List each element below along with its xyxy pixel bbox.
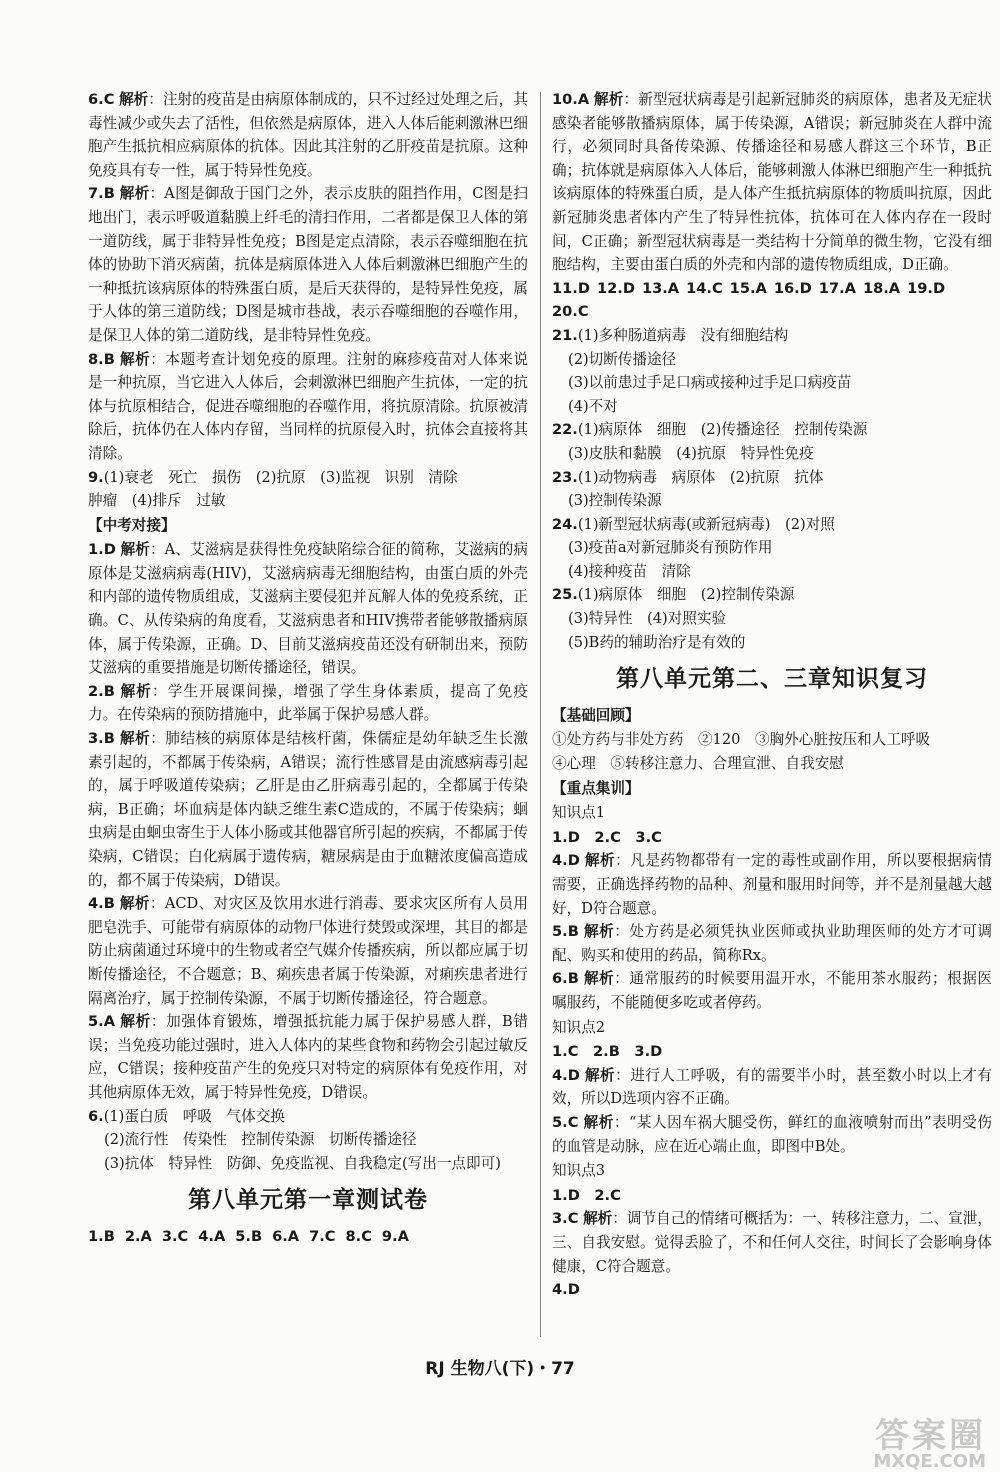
watermark-text: 答案圈 xyxy=(875,1416,986,1456)
answer-item: 6.(1)蛋白质 呼吸 气体交换 (2)流行性 传染性 控制传染源 切断传播途径 (3)抗体 特异性 防御、免疫监视、自我稳定(写出一点即可) xyxy=(88,1107,501,1172)
answer-item: 5.A 解析：加强体育锻炼，增强抵抗能力属于保护易感人群，B错误；当免疫功能过强时，进入人体内的某些食物和药物会引起过敏反应，C错误；接种疫苗产生的免疫只对特定的病原体有免疫作用，对其他病原体无效，属于特异性免疫，D错误。 xyxy=(88,1013,528,1101)
answer-row: 1.D 2.C 3.C xyxy=(552,828,662,846)
section-title: 第八单元第二、三章知识复习 xyxy=(616,666,928,693)
answer-choice: 7.C xyxy=(309,1227,336,1245)
answer-choice: 14.C xyxy=(686,279,723,297)
answer-choice: 9.A xyxy=(381,1227,409,1245)
answer-choice: 17.A xyxy=(818,279,856,297)
answer-choice: 6.A xyxy=(272,1227,300,1245)
watermark-url: MXQE.COM xyxy=(873,1451,986,1472)
answer-item: 10.A 解析：新型冠状病毒是引起新冠肺炎的病原体，患者及无症状感染者能够散播病原体，属于传染源，A错误；新冠肺炎在人群中流行，必须同时具备传染源、传播途径和易感人群这三个环节，B正确；抗体就是病原体入人体后，能够刺激人体淋巴细胞产生一种抵抗该病原体的特殊蛋白质，是人体产生抵抗病原体的物质叫抗原，因此新冠肺炎患者体内产生了特异性抗体，抗体可在人体内存在一段时间，C正确；新型冠状病毒是一类结构十分简单的微生物，它没有细胞结构，主要由蛋白质的外壳和内部的遗传物质组成，D正确。 xyxy=(552,91,992,274)
answer-item: 5.C 解析：“某人因车祸大腿受伤，鲜红的血液喷射而出”表明受伤的血管是动脉，应在近心端止血，即图中B处。 xyxy=(552,1113,992,1155)
answer-choice: 18.A xyxy=(862,279,901,297)
answer-item: 2.B 解析：学生开展课间操，增强了学生身体素质，提高了免疫力。在传染病的预防措施中，此举属于保护易感人群。 xyxy=(88,682,528,724)
section-tag: 【重点集训】 xyxy=(552,779,640,797)
answer-item: 9.(1)衰老 死亡 损伤 (2)抗原 (3)监视 识别 清除 肿瘤 (4)排斥 过敏 xyxy=(88,468,458,510)
review-line: ①处方药与非处方药 ②120 ③胸外心脏按压和人工呼吸 xyxy=(552,731,931,749)
answer-choice: 3.C xyxy=(161,1227,189,1245)
section-title: 第八单元第一章测试卷 xyxy=(188,1187,428,1214)
knowledge-point-heading: 知识点1 xyxy=(552,804,606,822)
answer-item: 5.B 解析：处方药是必须凭执业医师或执业助理医师的处方才可调配、购买和使用的药品，简称Rx。 xyxy=(552,923,992,964)
answer-item: 21.(1)多种肠道病毒 没有细胞结构 (2)切断传播途径 (3)以前患过手足口病或接种过手足口病疫苗 (4)不对 xyxy=(552,326,852,415)
column-divider xyxy=(540,92,541,1337)
section-tag: 【中考对接】 xyxy=(88,516,176,534)
answer-choice: 1.B xyxy=(88,1227,115,1245)
answer-item: 22.(1)病原体 细胞 (2)传播途径 控制传染源 (3)皮肤和黏膜 (4)抗原 特异性免疫 xyxy=(552,421,868,462)
answer-row xyxy=(552,277,992,301)
page-footer: RJ 生物八(下)・77 xyxy=(425,1359,575,1379)
watermark-logo xyxy=(873,1408,986,1472)
answer-item: 4.D xyxy=(552,1281,580,1299)
answer-choice: 2.A xyxy=(124,1227,152,1245)
answer-choice: 15.A xyxy=(729,279,767,297)
answer-item: 6.C 解析：注射的疫苗是由病原体制成的，只不过经过处理之后，其毒性减少或失去了活性，但依然是病原体，进入人体后能刺激淋巴细胞产生抵抗相应病原体的抗体。因此其注射的乙肝疫苗是抗原。这种免疫具有专一性，属于特异性免疫。 xyxy=(88,91,528,179)
answer-item: 20.C xyxy=(552,303,589,321)
answer-choice: 19.D xyxy=(907,279,946,297)
answer-row: 1.C 2.B 3.D xyxy=(552,1043,663,1061)
answer-choice: 5.B xyxy=(235,1227,263,1245)
knowledge-point-heading: 知识点2 xyxy=(552,1018,606,1036)
answer-item: 6.B 解析：通常服药的时候要用温开水，不能用茶水服药；根据医嘱服药，不能随便多吃或者停药。 xyxy=(552,970,992,1011)
answer-choice: 13.A xyxy=(641,279,680,297)
answer-choice: 8.C xyxy=(345,1227,372,1245)
section-tag: 【基础回顾】 xyxy=(552,706,640,724)
answer-item: 7.B 解析：A图是御敌于国门之外，表示皮肤的阻挡作用，C图是扫地出门，表示呼吸道黏膜上纤毛的清扫作用，二者都是保卫人体的第一道防线，属于非特异性免疫；B图是定点清除，表示吞噬细胞在抗体的协助下消灭病菌，抗体是病原体进入人体后刺激淋巴细胞产生的一种抵抗该病原体的特殊蛋白质，是后天获得的，是特异性免疫，属于人体的第三道防线；D图是城市巷战，表示吞噬细胞的吞噬作用，是保卫人体的第二道防线，是非特异性免疫。 xyxy=(88,185,528,344)
answer-item: 23.(1)动物病毒 病原体 (2)抗原 抗体 (3)控制传染源 xyxy=(552,468,824,510)
answer-item: 8.B 解析：本题考查计划免疫的原理。注射的麻疹疫苗对人体来说是一种抗原，当它进入人体后，会刺激淋巴细胞产生抗体，一定的抗体与抗原相结合，促进吞噬细胞的吞噬作用，将抗原清除。抗原被清除后，抗体仍在人体内存留，当同样的抗原侵入时，抗体会直接将其清除。 xyxy=(88,350,528,462)
knowledge-point-heading: 知识点3 xyxy=(552,1162,606,1180)
answer-choice: 11.D xyxy=(552,279,590,297)
answer-choice: 16.D xyxy=(773,279,812,297)
answer-item: 25.(1)病原体 细胞 (2)控制传染源 (3)特异性 (4)对照实验 (5)B药的辅助治疗是有效的 xyxy=(552,586,795,651)
answer-item: 4.D 解析：凡是药物都带有一定的毒性或副作用，所以要根据病情需要，正确选择药物的品种、剂量和服用时间等，并不是剂量越大越好，D符合题意。 xyxy=(552,852,992,917)
answer-item: 3.C 解析：调节自己的情绪可概括为：一、转移注意力，二、宣泄，三、自我安慰。觉得丢脸了，不和任何人交往，时间长了会影响身体健康，C符合题意。 xyxy=(552,1210,992,1275)
answer-item: 4.B 解析：ACD、对灾区及饮用水进行消毒、要求灾区所有人员用肥皂洗手、可能带有病原体的动物尸体进行焚毁或深埋，其目的都是防止病菌通过环境中的生物或者空气媒介传播疾病，所以都应属于切断传播途径，不合题意；B、痢疾患者属于传染源，对痢疾患者进行隔离治疗，属于控制传染源，不属于切断传播途径，符合题意。 xyxy=(88,895,528,1007)
answer-choice: 4.A xyxy=(198,1227,226,1245)
left-column xyxy=(88,88,528,1249)
answer-choice: 12.D xyxy=(596,279,635,297)
review-line: ④心理 ⑤转移注意力、合理宣泄、自我安慰 xyxy=(552,755,844,773)
answer-row xyxy=(88,1225,528,1249)
answer-item: 24.(1)新型冠状病毒(或新冠病毒) (2)对照 (3)疫苗a对新冠肺炎有预防作用 (4)接种疫苗 清除 xyxy=(552,515,835,580)
answer-item: 4.D 解析：进行人工呼吸，有的需要半小时，甚至数小时以上才有效，所以D选项内容不正确。 xyxy=(552,1066,992,1108)
answer-item: 1.D 解析：A、艾滋病是获得性免疫缺陷综合征的简称，艾滋病的病原体是艾滋病病毒(HIV)，艾滋病病毒无细胞结构，由蛋白质的外壳和内部的遗传物质组成，艾滋病主要侵犯并瓦解人体的免疫系统，正确。C、从传染病的角度看，艾滋病患者和HIV携带者能够散播病原体，属于传染源，正确。D、目前艾滋病疫苗还没有研制出来，预防艾滋病的重要措施是切断传播途径，错误。 xyxy=(88,541,528,677)
right-column xyxy=(552,88,992,1302)
answer-item: 3.B 解析：肺结核的病原体是结核杆菌，侏儒症是幼年缺乏生长激素引起的，不都属于传染病，A错误；流行性感冒是由流感病毒引起的，属于呼吸道传染病；乙肝是由乙肝病毒引起的，全都属于传染病，B正确；坏血病是体内缺乏维生素C造成的，不属于传染病；蛔虫病是由蛔虫寄生于人体小肠或其他器官所引起的疾病，不都属于传染病，C错误；白化病属于遗传病，糖尿病是由于血糖浓度偏高造成的，都不属于传染病，D错误。 xyxy=(88,730,528,889)
answer-row: 1.D 2.C xyxy=(552,1186,621,1204)
